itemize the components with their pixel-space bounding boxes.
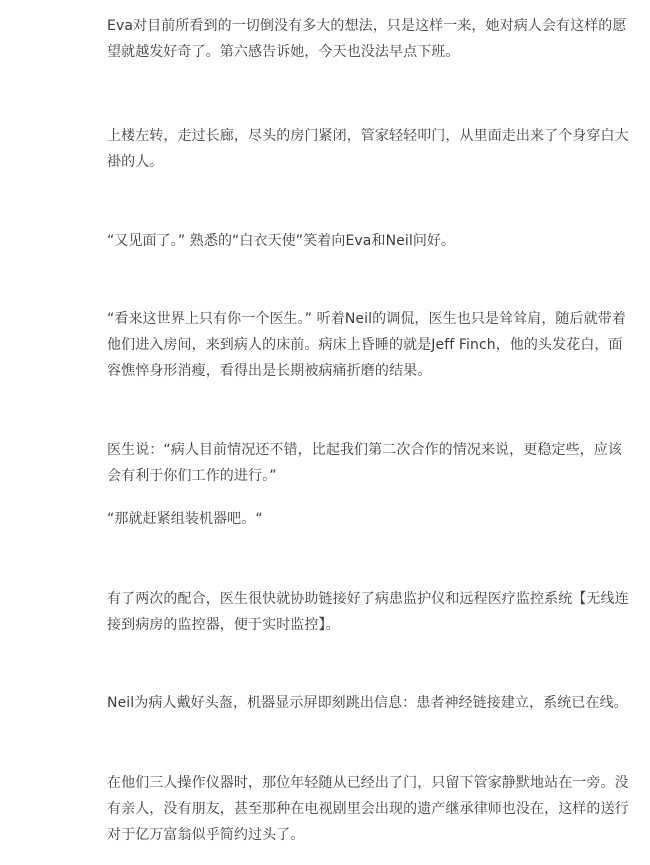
paragraph-6: “那就赶紧组装机器吧。“	[107, 511, 263, 527]
paragraph-8: Neil为病人戴好头盔，机器显示屏即刻跳出信息：患者神经链接建立，系统已在线。	[107, 695, 628, 711]
paragraph-9: 在他们三人操作仪器时，那位年轻随从已经出了门，只留下管家静默地站在一旁。没有亲人，没有朋友，甚至那种在电视剧里会出现的遗产继承律师也没在，这样的送行对于亿万富翁似乎简约过头了。	[107, 775, 629, 843]
paragraph-7: 有了两次的配合，医生很快就协助链接好了病患监护仪和远程医疗监控系统【无线连接到病房的监控器，便于实时监控】。	[107, 591, 629, 633]
paragraph-3: “又见面了。” 熟悉的“白衣天使”笑着向Eva和Neil问好。	[107, 233, 456, 249]
paragraph-5: 医生说：“病人目前情况还不错，比起我们第二次合作的情况来说，更稳定些，应该会有利于你们工作的进行。”	[107, 442, 622, 484]
paragraph-2: 上楼左转，走过长廊，尽头的房门紧闭，管家轻轻叩门，从里面走出来了个身穿白大褂的人。	[107, 128, 629, 170]
paragraph-1: Eva对目前所看到的一切倒没有多大的想法，只是这样一来，她对病人会有这样的愿望就越发好奇了。第六感告诉她，今天也没法早点下班。	[107, 18, 627, 60]
paragraph-4: “看来这世界上只有你一个医生。” 听着Neil的调侃，医生也只是耸耸肩，随后就带着他们进入房间，来到病人的床前。病床上昏睡的就是Jeff Finch，他的头发花白，面容憔悴身形消瘦，看得出是长期被病痛折磨的结果。	[107, 311, 626, 379]
